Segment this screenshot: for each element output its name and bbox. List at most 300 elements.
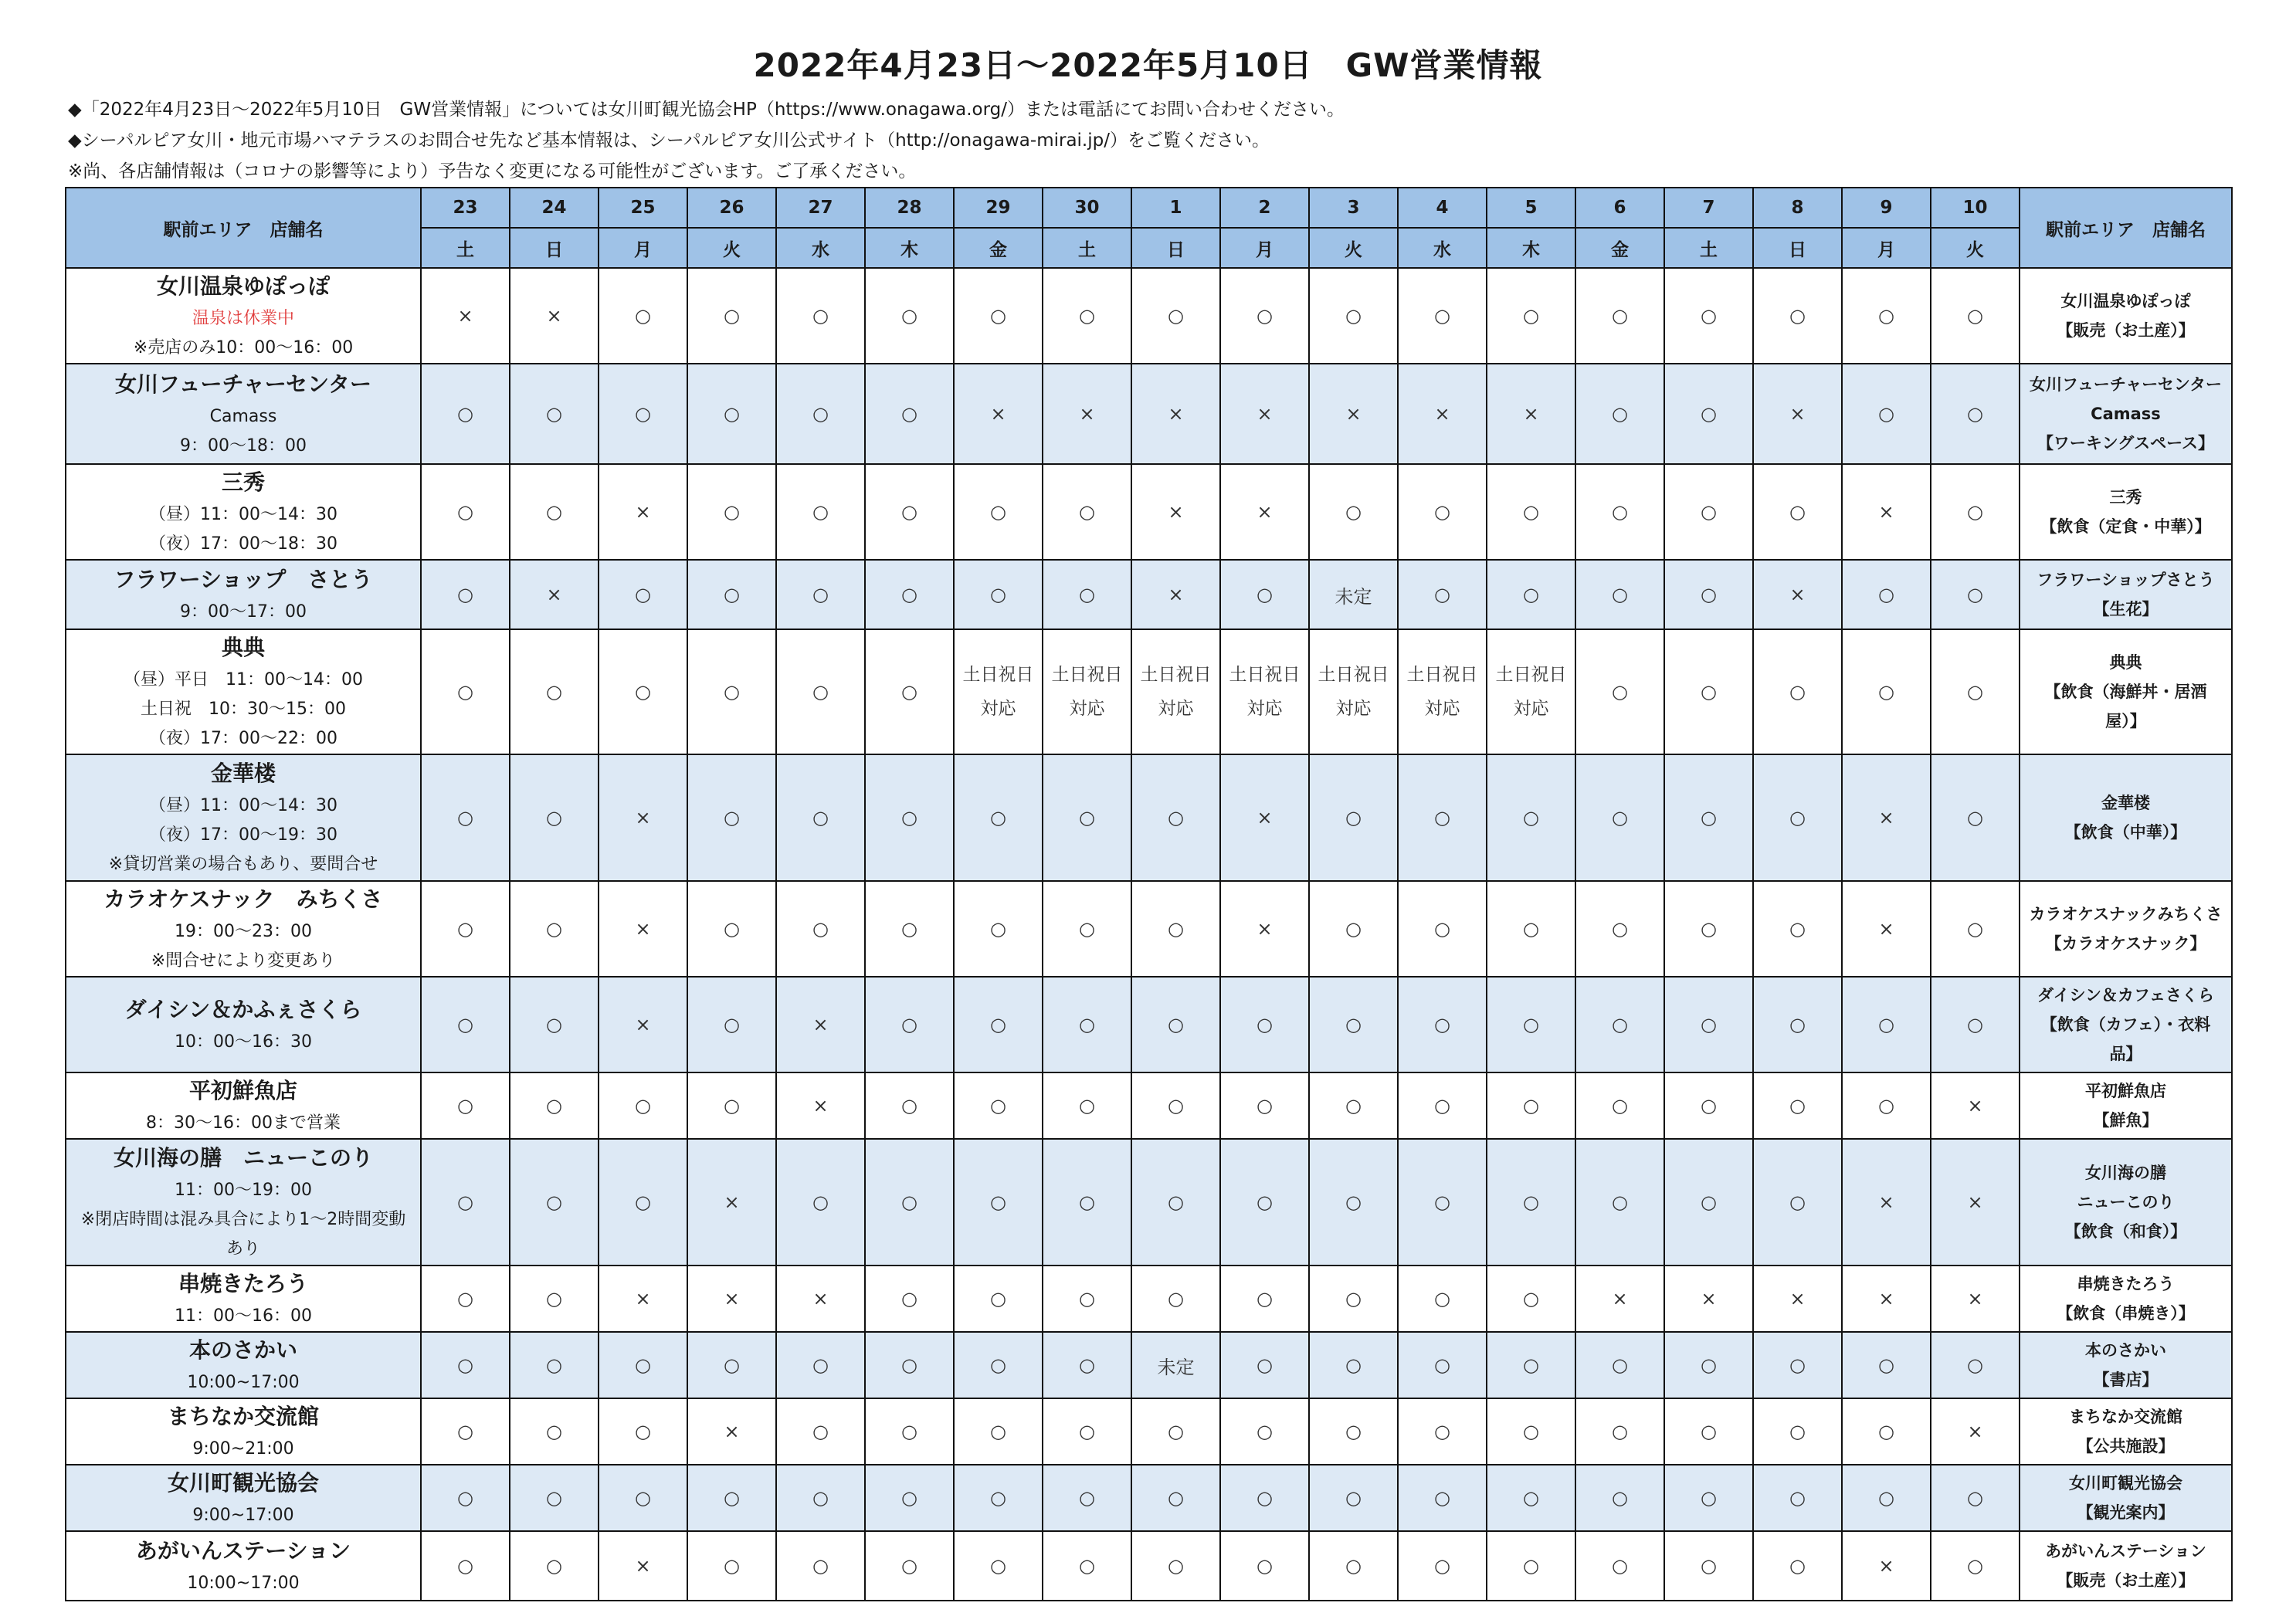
header-date: 1 bbox=[1131, 188, 1220, 228]
status-cell: ○ bbox=[1931, 364, 2020, 464]
status-cell: ○ bbox=[1664, 268, 1753, 364]
status-cell: 土日祝日 対応 bbox=[1131, 629, 1220, 754]
status-cell: ○ bbox=[1575, 1139, 1664, 1266]
status-cell: ○ bbox=[687, 1072, 776, 1139]
store-category-cell bbox=[2020, 1398, 2232, 1465]
status-cell: ○ bbox=[1487, 1531, 1575, 1601]
status-cell: × bbox=[421, 268, 510, 364]
status-cell: ○ bbox=[865, 364, 954, 464]
status-cell: ○ bbox=[865, 977, 954, 1072]
status-cell: ○ bbox=[1487, 464, 1575, 560]
status-cell: × bbox=[599, 1266, 687, 1332]
status-cell: ○ bbox=[776, 881, 865, 977]
header-weekday: 木 bbox=[865, 228, 954, 268]
store-category-cell bbox=[2020, 464, 2232, 560]
store-category-line: 【観光案内】 bbox=[2077, 1503, 2175, 1522]
status-cell: × bbox=[510, 560, 599, 629]
note-line: ◆「2022年4月23日～2022年5月10日 GW営業情報」については女川町観光協会HP（https://www.onagawa.org/）または電話にてお問い合わせください。 bbox=[68, 100, 1345, 120]
status-cell: 未定 bbox=[1131, 1332, 1220, 1398]
status-cell: ○ bbox=[1398, 1266, 1487, 1332]
status-cell: × bbox=[599, 464, 687, 560]
status-cell: × bbox=[1220, 881, 1309, 977]
status-cell: × bbox=[1664, 1266, 1753, 1332]
table-row bbox=[66, 1332, 2232, 1398]
store-category-cell bbox=[2020, 364, 2232, 464]
header-weekday: 土 bbox=[1043, 228, 1131, 268]
header-weekday: 火 bbox=[1931, 228, 2020, 268]
store-hours: 10:00~17:00 bbox=[187, 1574, 300, 1593]
table-row bbox=[66, 629, 2232, 754]
status-cell: ○ bbox=[776, 1465, 865, 1531]
status-cell: × bbox=[599, 881, 687, 977]
status-cell: ○ bbox=[421, 560, 510, 629]
store-category-line: 【ワーキングスペース】 bbox=[2037, 434, 2215, 452]
store-name-cell bbox=[66, 1332, 421, 1398]
store-category-line: 三秀 bbox=[2109, 488, 2142, 507]
status-cell: ○ bbox=[1131, 754, 1220, 881]
table-row bbox=[66, 1398, 2232, 1465]
status-cell: ○ bbox=[865, 881, 954, 977]
store-category-line: 【飲食（中華）】 bbox=[2064, 823, 2187, 842]
status-cell: ○ bbox=[687, 629, 776, 754]
status-cell: 土日祝日 対応 bbox=[1398, 629, 1487, 754]
status-cell: ○ bbox=[776, 1139, 865, 1266]
status-cell: ○ bbox=[1220, 1332, 1309, 1398]
status-cell: × bbox=[1398, 364, 1487, 464]
status-cell: ○ bbox=[1131, 1531, 1220, 1601]
status-cell: 土日祝日 対応 bbox=[954, 629, 1043, 754]
status-cell: ○ bbox=[1664, 364, 1753, 464]
store-category-line: 金華楼 bbox=[2101, 794, 2150, 812]
status-cell: × bbox=[599, 977, 687, 1072]
status-cell: ○ bbox=[1220, 268, 1309, 364]
status-cell: × bbox=[1131, 364, 1220, 464]
status-cell: ○ bbox=[421, 1332, 510, 1398]
store-category-line: カラオケスナックみちくさ bbox=[2029, 905, 2223, 923]
header-date: 8 bbox=[1753, 188, 1842, 228]
status-cell: ○ bbox=[1309, 1531, 1398, 1601]
header-date: 4 bbox=[1398, 188, 1487, 228]
status-cell: ○ bbox=[599, 1072, 687, 1139]
status-cell: ○ bbox=[1398, 1072, 1487, 1139]
status-cell: 土日祝日 対応 bbox=[1043, 629, 1131, 754]
header-date: 25 bbox=[599, 188, 687, 228]
store-name-cell bbox=[66, 1465, 421, 1531]
header-weekday: 火 bbox=[687, 228, 776, 268]
store-category-line: 【飲食（定食・中華）】 bbox=[2040, 517, 2211, 536]
status-cell: ○ bbox=[421, 1398, 510, 1465]
page-title: 2022年4月23日～2022年5月10日 GW営業情報 bbox=[753, 46, 1543, 84]
header-date: 10 bbox=[1931, 188, 2020, 228]
status-cell: ○ bbox=[954, 1531, 1043, 1601]
status-cell: ○ bbox=[1220, 1072, 1309, 1139]
header-weekday: 日 bbox=[510, 228, 599, 268]
store-hours: 9：00～17：00 bbox=[180, 602, 307, 622]
status-cell: ○ bbox=[687, 1332, 776, 1398]
store-category-line: 【カラオケスナック】 bbox=[2045, 934, 2206, 953]
header-weekday: 水 bbox=[1398, 228, 1487, 268]
store-category-line: 女川温泉ゆぽっぽ bbox=[2060, 292, 2191, 310]
store-name-cell bbox=[66, 977, 421, 1072]
header-date: 29 bbox=[954, 188, 1043, 228]
status-cell: ○ bbox=[1575, 1072, 1664, 1139]
status-cell: ○ bbox=[421, 1139, 510, 1266]
status-cell: × bbox=[1753, 364, 1842, 464]
store-category-line: 【生花】 bbox=[2093, 600, 2159, 618]
status-cell: ○ bbox=[1131, 268, 1220, 364]
store-category-line: 串焼きたろう bbox=[2077, 1275, 2175, 1293]
table-row bbox=[66, 1531, 2232, 1601]
status-cell: ○ bbox=[687, 1465, 776, 1531]
status-cell: ○ bbox=[1131, 1465, 1220, 1531]
store-hours: 8：30～16：00まで営業 bbox=[146, 1113, 341, 1133]
header-date: 3 bbox=[1309, 188, 1398, 228]
table-row bbox=[66, 881, 2232, 977]
status-cell: × bbox=[687, 1266, 776, 1332]
status-cell: ○ bbox=[1664, 1531, 1753, 1601]
status-cell: ○ bbox=[599, 629, 687, 754]
header-date: 2 bbox=[1220, 188, 1309, 228]
status-cell: ○ bbox=[1487, 977, 1575, 1072]
status-cell: ○ bbox=[421, 364, 510, 464]
status-cell: ○ bbox=[1398, 1465, 1487, 1531]
status-cell: ○ bbox=[687, 364, 776, 464]
status-cell: ○ bbox=[1309, 1332, 1398, 1398]
status-cell: ○ bbox=[1398, 1332, 1487, 1398]
status-cell: × bbox=[1043, 364, 1131, 464]
status-cell: ○ bbox=[865, 268, 954, 364]
status-cell: ○ bbox=[1664, 1332, 1753, 1398]
status-cell: ○ bbox=[510, 881, 599, 977]
status-cell: ○ bbox=[510, 977, 599, 1072]
store-category-line: 女川フューチャーセンター bbox=[2029, 375, 2223, 394]
table-row bbox=[66, 1266, 2232, 1332]
status-cell: ○ bbox=[599, 364, 687, 464]
header-weekday: 月 bbox=[599, 228, 687, 268]
store-name: 金華楼 bbox=[210, 761, 276, 786]
status-cell: ○ bbox=[954, 560, 1043, 629]
status-cell: × bbox=[1487, 364, 1575, 464]
status-cell: ○ bbox=[421, 977, 510, 1072]
header-date: 27 bbox=[776, 188, 865, 228]
status-cell: ○ bbox=[1309, 881, 1398, 977]
store-category-cell bbox=[2020, 1465, 2232, 1531]
store-category-line: ニューこのり bbox=[2077, 1193, 2175, 1211]
status-cell: 土日祝日 対応 bbox=[1220, 629, 1309, 754]
status-cell: × bbox=[687, 1398, 776, 1465]
status-cell: ○ bbox=[1575, 881, 1664, 977]
status-cell: ○ bbox=[510, 1332, 599, 1398]
header-date: 7 bbox=[1664, 188, 1753, 228]
status-cell: ○ bbox=[1043, 754, 1131, 881]
status-cell: ○ bbox=[1309, 268, 1398, 364]
status-cell: ○ bbox=[510, 1139, 599, 1266]
status-cell: ○ bbox=[1398, 977, 1487, 1072]
status-cell: ○ bbox=[1842, 364, 1931, 464]
status-cell: ○ bbox=[1753, 1465, 1842, 1531]
store-name-cell bbox=[66, 629, 421, 754]
store-hours: （夜）17：00～18：30 bbox=[149, 534, 337, 554]
status-cell: × bbox=[954, 364, 1043, 464]
status-cell: ○ bbox=[421, 881, 510, 977]
store-name: ダイシン＆かふぇさくら bbox=[124, 997, 362, 1022]
store-name: 女川温泉ゆぽっぽ bbox=[156, 273, 330, 299]
status-cell: ○ bbox=[1842, 1332, 1931, 1398]
status-cell: × bbox=[776, 1266, 865, 1332]
status-cell: ○ bbox=[510, 1398, 599, 1465]
status-cell: ○ bbox=[687, 1531, 776, 1601]
status-cell: ○ bbox=[510, 629, 599, 754]
store-name: カラオケスナック みちくさ bbox=[103, 886, 383, 912]
store-hours: 土日祝 10：30～15：00 bbox=[141, 700, 346, 719]
store-name: 串焼きたろう bbox=[178, 1271, 308, 1296]
status-cell: ○ bbox=[954, 1332, 1043, 1398]
status-cell: ○ bbox=[421, 629, 510, 754]
status-cell: × bbox=[1931, 1398, 2020, 1465]
store-name-cell bbox=[66, 560, 421, 629]
header-date: 24 bbox=[510, 188, 599, 228]
status-cell: × bbox=[1842, 1531, 1931, 1601]
status-cell: ○ bbox=[510, 1531, 599, 1601]
store-category-line: ダイシン＆カフェさくら bbox=[2037, 986, 2214, 1005]
status-cell: × bbox=[599, 754, 687, 881]
status-cell: ○ bbox=[776, 1531, 865, 1601]
status-cell: ○ bbox=[1664, 1398, 1753, 1465]
status-cell: ○ bbox=[1842, 1465, 1931, 1531]
store-category-line: 【販売（お土産）】 bbox=[2057, 321, 2195, 340]
status-cell: ○ bbox=[954, 881, 1043, 977]
status-cell: ○ bbox=[1309, 1139, 1398, 1266]
status-cell: ○ bbox=[865, 629, 954, 754]
header-weekday: 木 bbox=[1487, 228, 1575, 268]
status-cell: ○ bbox=[421, 464, 510, 560]
status-cell: ○ bbox=[1220, 977, 1309, 1072]
store-hours: （昼）平日 11：00～14：00 bbox=[124, 670, 363, 690]
store-hours: ※貸切営業の場合もあり、要問合せ bbox=[108, 855, 378, 874]
status-cell: ○ bbox=[865, 1465, 954, 1531]
status-cell: ○ bbox=[1842, 1398, 1931, 1465]
store-hours: ※問合せにより変更あり bbox=[151, 951, 336, 971]
store-category-line: 本のさかい bbox=[2085, 1341, 2166, 1360]
status-cell: ○ bbox=[1043, 977, 1131, 1072]
status-cell: × bbox=[1842, 1139, 1931, 1266]
header-date: 5 bbox=[1487, 188, 1575, 228]
status-cell: ○ bbox=[1131, 1266, 1220, 1332]
status-cell: ○ bbox=[1575, 1332, 1664, 1398]
status-cell: ○ bbox=[776, 464, 865, 560]
status-cell: ○ bbox=[1043, 1266, 1131, 1332]
status-cell: ○ bbox=[1309, 1465, 1398, 1531]
status-cell: 未定 bbox=[1309, 560, 1398, 629]
store-category-cell bbox=[2020, 881, 2232, 977]
store-category-line: 女川町観光協会 bbox=[2069, 1474, 2182, 1493]
status-cell: ○ bbox=[1575, 977, 1664, 1072]
header-date: 30 bbox=[1043, 188, 1131, 228]
store-name: 女川フューチャーセンター bbox=[114, 371, 372, 397]
store-category-line: 【鮮魚】 bbox=[2093, 1111, 2159, 1130]
header-store-category: 駅前エリア 店舗名 bbox=[2020, 188, 2232, 268]
status-cell: ○ bbox=[421, 1531, 510, 1601]
status-cell: ○ bbox=[776, 1398, 865, 1465]
store-name: 女川町観光協会 bbox=[167, 1470, 319, 1496]
header-date: 23 bbox=[421, 188, 510, 228]
status-cell: ○ bbox=[1043, 1398, 1131, 1465]
status-cell: ○ bbox=[1931, 464, 2020, 560]
status-cell: × bbox=[776, 977, 865, 1072]
store-hours: 11：00～19：00 bbox=[175, 1181, 312, 1200]
schedule-table bbox=[65, 187, 2233, 1601]
store-category-cell bbox=[2020, 268, 2232, 364]
status-cell: × bbox=[1753, 560, 1842, 629]
header-store-name: 駅前エリア 店舗名 bbox=[66, 188, 421, 268]
status-cell: ○ bbox=[1043, 1465, 1131, 1531]
status-cell: ○ bbox=[1575, 560, 1664, 629]
store-category-cell bbox=[2020, 1072, 2232, 1139]
status-cell: ○ bbox=[1842, 268, 1931, 364]
store-category-line: Camass bbox=[2091, 405, 2161, 423]
status-cell: ○ bbox=[1043, 1332, 1131, 1398]
status-cell: ○ bbox=[1931, 560, 2020, 629]
status-cell: ○ bbox=[1664, 881, 1753, 977]
status-cell: ○ bbox=[1931, 1332, 2020, 1398]
store-name-cell bbox=[66, 754, 421, 881]
store-category-line: 典典 bbox=[2109, 653, 2142, 672]
store-category-line: 屋）】 bbox=[2105, 712, 2146, 730]
status-cell: ○ bbox=[599, 1398, 687, 1465]
status-cell: ○ bbox=[1753, 1072, 1842, 1139]
status-cell: × bbox=[1220, 364, 1309, 464]
status-cell: ○ bbox=[865, 464, 954, 560]
status-cell: ○ bbox=[776, 364, 865, 464]
status-cell: × bbox=[1753, 1266, 1842, 1332]
store-category-line: まちなか交流館 bbox=[2069, 1408, 2182, 1426]
status-cell: ○ bbox=[599, 1332, 687, 1398]
store-name: まちなか交流館 bbox=[167, 1404, 319, 1429]
status-cell: ○ bbox=[1931, 1531, 2020, 1601]
status-cell: ○ bbox=[1931, 268, 2020, 364]
store-category-line: 【書店】 bbox=[2093, 1371, 2159, 1389]
store-hours: 11：00～16：00 bbox=[175, 1306, 312, 1326]
status-cell: ○ bbox=[510, 1266, 599, 1332]
status-cell: ○ bbox=[1487, 1139, 1575, 1266]
store-category-cell bbox=[2020, 977, 2232, 1072]
status-cell: ○ bbox=[687, 268, 776, 364]
status-cell: ○ bbox=[1043, 560, 1131, 629]
store-name-cell bbox=[66, 1072, 421, 1139]
status-cell: ○ bbox=[1043, 268, 1131, 364]
status-cell: ○ bbox=[1220, 1531, 1309, 1601]
status-cell: ○ bbox=[1753, 268, 1842, 364]
status-cell: × bbox=[687, 1139, 776, 1266]
status-cell: ○ bbox=[1487, 881, 1575, 977]
status-cell: × bbox=[1220, 464, 1309, 560]
status-cell: ○ bbox=[865, 560, 954, 629]
store-category-cell bbox=[2020, 1139, 2232, 1266]
status-cell: ○ bbox=[776, 629, 865, 754]
status-cell: × bbox=[1309, 364, 1398, 464]
status-cell: ○ bbox=[421, 1465, 510, 1531]
store-category-line: フラワーショップさとう bbox=[2037, 571, 2215, 589]
store-category-line: 女川海の膳 bbox=[2085, 1164, 2166, 1182]
store-category-line: 平初鮮魚店 bbox=[2085, 1082, 2166, 1100]
status-cell: ○ bbox=[1487, 1266, 1575, 1332]
status-cell: ○ bbox=[421, 1072, 510, 1139]
header-weekday: 土 bbox=[421, 228, 510, 268]
status-cell: ○ bbox=[1131, 881, 1220, 977]
status-cell: ○ bbox=[1575, 754, 1664, 881]
table-row bbox=[66, 560, 2232, 629]
store-name-cell bbox=[66, 1266, 421, 1332]
store-name-cell bbox=[66, 1398, 421, 1465]
status-cell: ○ bbox=[1575, 464, 1664, 560]
status-cell: ○ bbox=[1309, 1072, 1398, 1139]
status-cell: ○ bbox=[776, 1332, 865, 1398]
store-name-cell bbox=[66, 881, 421, 977]
header-date: 6 bbox=[1575, 188, 1664, 228]
status-cell: ○ bbox=[1753, 881, 1842, 977]
table-row bbox=[66, 977, 2232, 1072]
status-cell: ○ bbox=[1309, 1398, 1398, 1465]
status-cell: ○ bbox=[1398, 1398, 1487, 1465]
store-hours: ※閉店時間は混み具合により1～2時間変動 bbox=[80, 1210, 406, 1229]
status-cell: ○ bbox=[1575, 1398, 1664, 1465]
store-category-line: 【販売（お土産）】 bbox=[2057, 1571, 2195, 1590]
header-date: 26 bbox=[687, 188, 776, 228]
status-cell: ○ bbox=[510, 754, 599, 881]
status-cell: ○ bbox=[1487, 560, 1575, 629]
status-cell: ○ bbox=[1753, 464, 1842, 560]
status-cell: × bbox=[1131, 464, 1220, 560]
header-weekday: 日 bbox=[1753, 228, 1842, 268]
status-cell: ○ bbox=[1487, 1465, 1575, 1531]
status-cell: ○ bbox=[1487, 1332, 1575, 1398]
note-line: ※尚、各店舗情報は（コロナの影響等により）予告なく変更になる可能性がございます。ご了承ください。 bbox=[68, 161, 917, 181]
status-cell: × bbox=[1931, 1072, 2020, 1139]
status-cell: ○ bbox=[1043, 1139, 1131, 1266]
status-cell: ○ bbox=[1487, 268, 1575, 364]
header-weekday: 火 bbox=[1309, 228, 1398, 268]
header-weekday: 日 bbox=[1131, 228, 1220, 268]
store-name-cell bbox=[66, 1139, 421, 1266]
status-cell: ○ bbox=[1753, 977, 1842, 1072]
status-cell: ○ bbox=[1753, 754, 1842, 881]
status-cell: ○ bbox=[954, 1139, 1043, 1266]
status-cell: ○ bbox=[776, 268, 865, 364]
status-cell: ○ bbox=[1309, 1266, 1398, 1332]
status-cell: ○ bbox=[1931, 881, 2020, 977]
status-cell: ○ bbox=[1131, 1139, 1220, 1266]
status-cell: ○ bbox=[1664, 754, 1753, 881]
status-cell: ○ bbox=[1664, 464, 1753, 560]
status-cell: ○ bbox=[865, 1072, 954, 1139]
status-cell: ○ bbox=[865, 1531, 954, 1601]
note-line: ◆シーパルピア女川・地元市場ハマテラスのお問合せ先など基本情報は、シーパルピア女川公式サイト（http://onagawa-mirai.jp/）をご覧ください。 bbox=[68, 130, 1270, 151]
store-category-line: 【飲食（串焼き）】 bbox=[2057, 1304, 2195, 1323]
status-cell: ○ bbox=[1575, 629, 1664, 754]
table-row bbox=[66, 268, 2232, 364]
table-row bbox=[66, 364, 2232, 464]
store-hours: （夜）17：00～19：30 bbox=[149, 825, 337, 845]
table-row bbox=[66, 1139, 2232, 1266]
store-hours: 9:00~17:00 bbox=[192, 1506, 294, 1525]
status-cell: ○ bbox=[1753, 629, 1842, 754]
status-cell: ○ bbox=[1220, 1398, 1309, 1465]
status-cell: ○ bbox=[1664, 1072, 1753, 1139]
status-cell: ○ bbox=[687, 560, 776, 629]
status-cell: ○ bbox=[1842, 1072, 1931, 1139]
store-name: 平初鮮魚店 bbox=[188, 1078, 297, 1103]
status-cell: × bbox=[599, 1531, 687, 1601]
